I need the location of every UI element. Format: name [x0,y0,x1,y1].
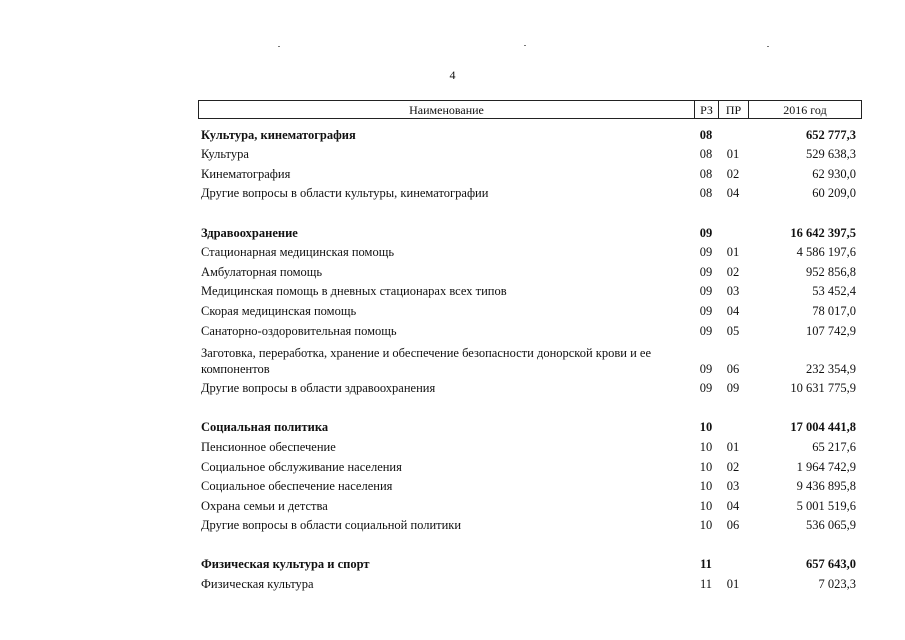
row-name: Другие вопросы в области здравоохранения [201,381,436,396]
row-name: Заготовка, переработка, хранение и обеспечение безопасности донорской крови и ее компонентов [201,345,652,376]
table-row [198,162,862,182]
section-row [198,123,862,143]
row-pr: 09 [726,381,740,396]
row-rz: 10 [699,518,713,533]
row-value: 65 217,6 [812,439,856,454]
scan-speck [278,46,280,47]
row-name: Скорая медицинская помощь [201,303,357,318]
row-rz: 09 [699,381,713,396]
row-rz: 11 [699,577,713,592]
row-value: 53 452,4 [812,284,856,299]
row-rz: 10 [699,420,713,435]
header-pr: ПР [719,101,749,118]
section-row [198,221,862,241]
row-rz: 10 [699,479,713,494]
table-row [198,494,862,514]
row-pr: 06 [726,361,740,376]
table-row [198,572,862,592]
row-name: Санаторно-оздоровительная помощь [201,323,397,338]
row-rz: 09 [699,225,713,240]
row-value: 1 964 742,9 [796,459,856,474]
table-row [198,339,862,377]
table-row [198,319,862,339]
table-row [198,377,862,397]
scan-speck [767,46,769,47]
row-name: Социальное обслуживание населения [201,459,402,474]
row-pr: 01 [726,577,740,592]
row-rz: 10 [699,459,713,474]
budget-table [198,100,862,592]
table-row [198,182,862,202]
row-name: Медицинская помощь в дневных стационарах всех типов [201,284,507,299]
table-row [198,241,862,261]
row-name: Амбулаторная помощь [201,264,323,279]
spacer-row [198,396,862,416]
header-rz: РЗ [695,101,719,118]
row-name: Физическая культура и спорт [201,557,370,572]
header-year: 2016 год [783,103,827,117]
row-rz: 10 [699,498,713,513]
row-value: 4 586 197,6 [796,245,856,260]
row-rz: 11 [700,557,712,572]
row-value: 78 017,0 [812,303,856,318]
row-value: 952 856,8 [806,264,856,279]
row-name: Другие вопросы в области культуры, кинематографии [201,186,489,201]
row-value: 17 004 441,8 [790,420,856,435]
table-header [198,100,862,119]
row-value: 7 023,3 [818,577,856,592]
row-name: Пенсионное обеспечение [201,439,336,454]
row-pr: 02 [726,459,740,474]
row-pr: 01 [726,439,740,454]
page-number: 4 [449,68,456,82]
row-value: 107 742,9 [806,323,856,338]
table-row [198,260,862,280]
row-name: Социальная политика [201,420,329,435]
row-value: 10 631 775,9 [790,381,856,396]
row-pr: 03 [726,479,740,494]
header-name: Наименование [199,101,695,118]
row-rz: 09 [699,323,713,338]
row-pr: 04 [726,303,740,318]
table-row [198,455,862,475]
row-pr: 02 [726,264,740,279]
row-rz: 09 [699,245,713,260]
row-pr: 05 [726,323,740,338]
scan-speck [524,45,526,46]
row-pr: 04 [726,498,740,513]
row-pr: 06 [726,518,740,533]
row-rz: 08 [699,147,713,162]
row-name: Социальное обеспечение населения [201,479,393,494]
table-row [198,435,862,455]
row-value: 529 638,3 [806,147,856,162]
table-row [198,299,862,319]
row-pr: 02 [726,166,740,181]
row-name: Культура [201,147,249,162]
section-row [198,553,862,573]
row-rz: 08 [699,127,713,142]
row-value: 536 065,9 [806,518,856,533]
row-value: 60 209,0 [812,186,856,201]
row-rz: 10 [699,439,713,454]
section-row [198,416,862,436]
row-value: 16 642 397,5 [790,225,856,240]
row-name: Здравоохранение [201,225,298,240]
row-name: Охрана семьи и детства [201,498,328,513]
spacer-row [198,533,862,553]
row-value: 652 777,3 [806,127,856,142]
row-rz: 09 [699,264,713,279]
row-rz: 08 [699,186,713,201]
row-value: 5 001 519,6 [796,498,856,513]
row-pr: 01 [726,245,740,260]
row-value: 9 436 895,8 [796,479,856,494]
row-rz: 09 [699,284,713,299]
row-name: Стационарная медицинская помощь [201,245,395,260]
table-row [198,514,862,534]
row-name: Культура, кинематография [201,127,356,142]
table-row [198,143,862,163]
row-value: 232 354,9 [806,361,856,376]
row-rz: 08 [699,166,713,181]
spacer-row [198,201,862,221]
row-name: Физическая культура [201,577,314,592]
row-rz: 09 [699,361,713,376]
row-value: 657 643,0 [806,557,856,572]
row-pr: 03 [726,284,740,299]
row-name: Другие вопросы в области социальной политики [201,518,462,533]
row-name: Кинематография [201,166,291,181]
row-pr: 04 [726,186,740,201]
table-body [198,123,862,592]
row-rz: 09 [699,303,713,318]
row-pr: 01 [726,147,740,162]
table-row [198,280,862,300]
row-value: 62 930,0 [812,166,856,181]
table-row [198,475,862,495]
